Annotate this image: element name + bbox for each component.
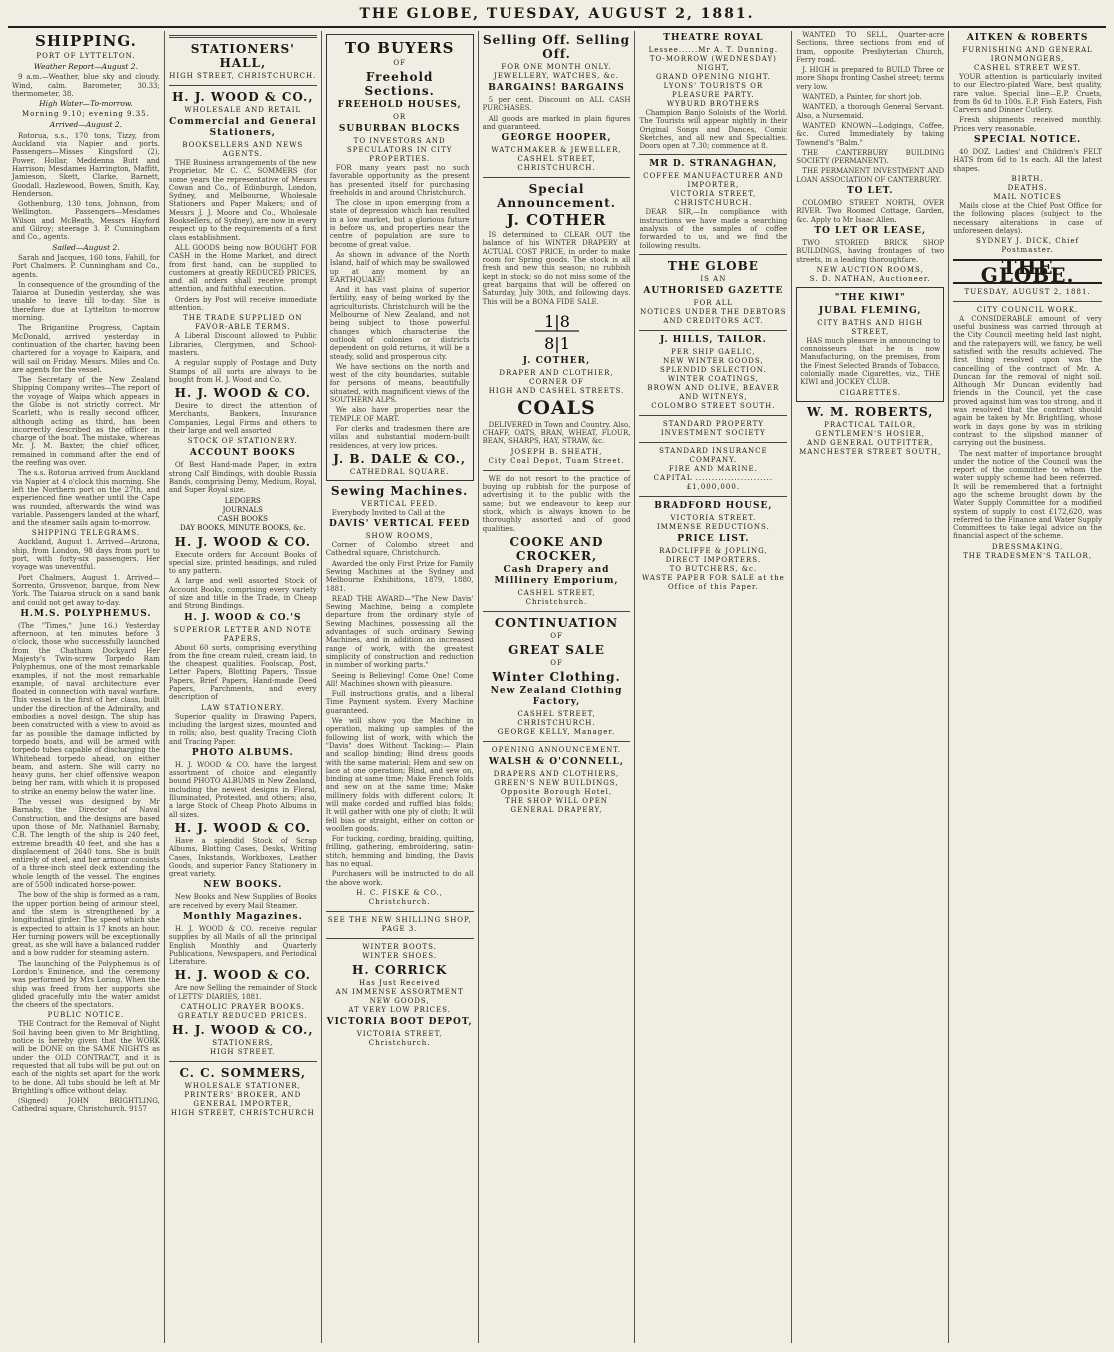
low-prices: AT VERY LOW PRICES.: [348, 1005, 451, 1014]
divider: [639, 496, 787, 497]
authorised-gazette: AUTHORISED GAZETTE: [643, 285, 784, 296]
waste-paper: WASTE PAPER FOR SALE at the Office of this Paper.: [641, 573, 785, 591]
davis-vertical-feed: DAVIS' VERTICAL FEED: [328, 519, 471, 530]
polyphemus-heading: H.M.S. POLYPHEMUS.: [20, 608, 152, 619]
special-notice-body: 40 DOZ. Ladies' and Children's FELT HATS from 6d to 1s each. All the latest shapes.: [953, 148, 1103, 173]
high-cashel: HIGH AND CASHEL STREETS.: [488, 386, 625, 395]
cooke-intro: WE do not resort to the practice of buying up rubbish for the purpose of advertising it to the public with the same; but we endeavour to keep our stock, which is always known to be thoroughly assorted and of good qualities.: [482, 474, 631, 533]
is-an: IS AN: [700, 274, 727, 283]
wanted-ads: WANTED TO SELL, Quarter-acre Sections, three sections from end of tram, opposite Presbyterian Church, Ferry road. J. HIGH is prepared to BUILD Three or more Shops fronting Cashel street; terms very low. WANTED, a Painter, for short job. WANTED, a thorough General Servant. Also, a Nursemaid. WANTED KNOWN—Lodgings, Coffee, &c. Cured Immediately by taking Townend's "Balm." THE CANTERBURY BUILDING SOCIETY (PERMANENT). THE PERMANENT INVESTMENT AND LOAN ASSOCIATION OF CANTERBURY.: [796, 31, 945, 184]
divider: [639, 415, 787, 416]
stationers-firm-2: H. J. WOOD & CO.: [174, 386, 311, 401]
immense-reductions: IMMENSE REDUCTIONS.: [656, 522, 770, 531]
lyons-tourists: LYONS' TOURISTS OR PLEASURE PARTY.: [663, 82, 764, 99]
the-globe: THE GLOBE: [667, 258, 759, 273]
stationers-firm-5: H. J. WOOD & CO.: [174, 820, 311, 835]
superior-papers: SUPERIOR LETTER AND NOTE PAPERS,: [173, 625, 312, 643]
colombo-south: COLOMBO STREET SOUTH.: [651, 401, 776, 410]
column-stationers: [165, 31, 322, 1343]
weather-report: Weather Report—August 2.: [33, 62, 138, 71]
cigarettes: CIGARETTES.: [839, 388, 901, 397]
book-list: [169, 497, 317, 533]
sewing-machines: Sewing Machines.: [330, 483, 469, 498]
stock-of-stationery: STOCK OF STATIONERY.: [187, 437, 298, 446]
aitken-sub: FURNISHING AND GENERAL IRONMONGERS,: [962, 46, 1093, 63]
cash-drapery: Cash Drapery and Millinery Emporium,: [494, 564, 619, 586]
vertical-feed: VERTICAL FEED.: [361, 499, 438, 508]
boot-depot: VICTORIA BOOT DEPOT,: [326, 1016, 473, 1027]
brown-olive: BROWN AND OLIVE, BEAVER AND WITNEYS,: [647, 383, 780, 401]
stationers-firm-6: H. J. WOOD & CO.: [174, 968, 311, 983]
photo-body: H. J. WOOD & CO. have the largest assortment of choice and elegantly bound PHOTO ALBUMS in New Zealand, including the newest designs in Floral, Illuminated, Protested, and others; also, a large Stock of Cheap Photo Albums in all sizes.: [168, 760, 317, 819]
sommers: C. C. SOMMERS,: [179, 1066, 307, 1081]
christchurch: Christchurch.: [525, 597, 588, 606]
special-announcement: Special Announcement.: [497, 182, 616, 211]
firm5-body: Have a splendid Stock of Scrap Albums, Blotting Cases, Desks, Writing Cases, Inkstands, Workboxes, Leather Goods, and superior Fancy Stationery in great variety.: [168, 836, 317, 879]
stationers-label: STATIONERS,: [212, 1039, 274, 1048]
divider: [639, 442, 787, 443]
divider: [326, 911, 474, 912]
to-butchers: TO BUTCHERS, &c.: [669, 564, 758, 573]
buyers-or: OR: [393, 113, 407, 121]
hooper: GEORGE HOOPER,: [501, 133, 612, 144]
buyers-of: OF: [393, 59, 406, 67]
winter-clothing: Winter Clothing.: [492, 669, 621, 684]
sommers-trade: WHOLESALE STATIONER,: [184, 1082, 301, 1091]
aitken-body: YOUR attention is particularly invited to our Electro-plated Ware, best quality, rare value. Special line—E.P. Cruets, from 8s 6d to 100s. E.P. Fish Eaters, Fish Carvers and Dinner Cutlery. Fresh shipments received monthly. Prices very reasonable.: [953, 73, 1103, 133]
new-books-body: New Books and New Supplies of Books are received by every Mail Steamer.: [168, 893, 317, 910]
magazines-body: H. J. WOOD & CO. receive regular supplies by all Mails of all the principal English Monthly and Quarterly Publications, Newspapers, and Periodical Literature.: [168, 925, 317, 967]
public-notice-text: THE Contract for the Removal of Night Soil having been given to Mr Brightling, notice is hereby given that the WORK will be DONE on the SAME NIGHTS as under the OLD CONTRACT, and it is requested that all tubs will be put out on each of the nights set apart for the work to be done. All tubs should be left at Mr Brightling's office without delay. (Signed) JOHN BRIGHTLING, Cathedral square, Christchurch. 9157: [12, 1020, 160, 1114]
capital: CAPITAL ........................ £1,000,000.: [653, 473, 774, 491]
selling-sub: FOR ONE MONTH ONLY.: [501, 63, 612, 71]
stranaghan: MR D. STRANAGHAN,: [649, 159, 778, 170]
firm2-body: Desire to direct the attention of Merchants, Bankers, Insurance Companies, Legal Firms and others to their large and well assorted: [168, 402, 317, 436]
corrick: H. CORRICK: [352, 962, 448, 977]
investors: TO INVESTORS AND SPECULATORS IN CITY PROPERTIES.: [346, 137, 453, 163]
new-goods: NEW GOODS,: [369, 996, 430, 1005]
selling-body: 5 per cent. Discount on ALL CASH PURCHASES. All goods are marked in plain figures and guaranteed.: [482, 96, 631, 131]
sommers-address: HIGH STREET, CHRISTCHURCH: [170, 1109, 315, 1118]
for-all: FOR ALL: [693, 298, 734, 307]
hooper-address: CASHEL STREET, CHRISTCHURCH.: [517, 155, 596, 173]
buyers-title: TO BUYERS: [344, 39, 455, 57]
winter-boots: WINTER BOOTS.: [362, 942, 437, 951]
wyburd-brothers: WYBURD BROTHERS: [666, 100, 760, 108]
firm6-body: Are now Selling the remainder of Stock of LETTS' DIARIES, 1881.: [168, 984, 317, 1001]
lease-body: TWO STORIED BRICK SHOP BUILDINGS, having frontages of two streets, in a leading thoroughfare.: [796, 238, 945, 264]
day-books: DAY BOOKS, MINUTE BOOKS, &c.: [180, 523, 306, 532]
sailings-text: Sarah and Jacques, 160 tons, Fahill, for Port Chalmers. P. Cunningham and Co., agents. In consequence of the grounding of the Taiaroa at Dunedin yesterday, she was unable to leave till to-day. She is therefore due at Lyttelton to-morrow morning. The Brigantine Progress, Captain McDonald, arrived yesterday in continuation of the charter, having been chartered for a voyage to Kaipara, and will sail on Friday. Messrs. Miles and Co. are agents for the vessel. The Secretary of the New Zealand Shipping Company writes—The report of the voyage of Waipa which appears in the Globe is not strictly correct. Mr Scarlett, who is really second officer, although acting as third, has been incorrectly described as the officer in charge of the boat. The mistake, whereas Mr. J. M. Baxter, the chief officer, remained in command after the end of the reefing was over. The s.s. Rotorua arrived from Auckland via Napier at 4 o'clock this morning. She left the Northern port on the 27th, and experienced fine weather until the Cape was rounded, afterwards the wind was variable. Passengers landed at the wharf, and the steamer sails again to-morrow.: [12, 253, 160, 528]
tradesmens-tailor: THE TRADESMEN'S TAILOR,: [963, 551, 1093, 560]
kiwi-box: [796, 287, 944, 402]
firm3-body: Execute orders for Account Books of special size, printed headings, and ruled to any pattern. A large and well assorted Stock of Account Books, comprising every variety of size and title in the Trade, in Cheap and Strong Bindings.: [168, 550, 317, 611]
divider: [483, 177, 631, 178]
bargains: BARGAINS! BARGAINS: [488, 83, 625, 93]
trade-prices: THE TRADE SUPPLIED ON FAVOR-ABLE TERMS.: [183, 314, 303, 332]
of: OF: [550, 631, 563, 640]
divider: [326, 938, 474, 939]
column-theatre: [635, 31, 792, 1343]
catholic-books: CATHOLIC PRAYER BOOKS.: [180, 1003, 305, 1012]
stranaghan-address: VICTORIA STREET, CHRISTCHURCH.: [670, 190, 757, 208]
coals: COALS: [517, 396, 596, 419]
hooper-trade: WATCHMAKER & JEWELLER,: [491, 146, 622, 155]
stationers-firm: H. J. WOOD & CO.,: [172, 90, 314, 104]
reduced-prices: GREATLY REDUCED PRICES.: [178, 1012, 308, 1021]
stationers-title: STATIONERS' HALL,: [190, 42, 295, 70]
winter-coatings: WINTER COATINGS,: [667, 374, 759, 383]
council-body: A CONSIDERABLE amount of very useful business was carried through at the City Council meeting held last night, and the ratepayers will, we fancy, be well satisfied with the results achieved. The first thing resolved upon was the cancelling of the contract of Mr. A. Duncan for the removal of night soil. Although Mr Duncan evidently had friends in the Council, yet the case proved against him was too strong, and it was resolved that the contract should again be taken by Mr. Brightling, whose work in days gone by was in striking contrast to the slipshod manner of carrying out the business. The next matter of importance brought under the notice of the Council was the report of the committee to whom the water supply scheme had been referred. It will be remembered that a fortnight ago the scheme brought down by the Water Supply Committee for a modified system of supply to cost £172,620, was referred to the Finance and Water Supply Committees to take legal advice on the financial aspect of the scheme.: [953, 314, 1103, 541]
buyers-box: [326, 34, 474, 481]
roberts-trade-2: GENTLEMEN'S HOSIER,: [815, 429, 926, 438]
globe-editorial-heading: THE GLOBE.: [953, 259, 1102, 284]
radcliffe-jopling: RADCLIFFE & JOPLING,: [659, 546, 768, 555]
divider: [483, 741, 631, 742]
arrivals-text: Rotorua, s.s., 170 tons, Tizzy, from Auckland via Napier and ports. Passengers—Misses Kingsford (2), Power, Hollar, Meddenna Butt and Harrison; Mesdames Harrington, Maffitt, Jamieson, Skett, Clarke, Barnett, Goodall, Hazlewood, Bowen, Smith, Kay, Henderson. Gothenburg, 130 tons, Johnson, from Wellington. Passengers—Mesdames Wilson and McBeath, Messrs Hayford and Gilroy; steerage 3. P. Cunningham and Co., agents.: [12, 131, 160, 242]
fire-marine: FIRE AND MARINE.: [668, 464, 758, 473]
nz-clothing-factory: New Zealand Clothing Factory,: [490, 685, 623, 707]
city-council-work: CITY COUNCIL WORK.: [976, 305, 1079, 314]
cashel-street: CASHEL STREET,: [517, 588, 596, 597]
law-stationery: LAW STATIONERY.: [201, 703, 285, 712]
coffee: COFFEE MANUFACTURER AND IMPORTER,: [643, 172, 784, 190]
new-winter-goods: NEW WINTER GOODS,: [663, 356, 764, 365]
mail-notices: MAIL NOTICES: [993, 192, 1062, 201]
stationers-firm-4: H. J. WOOD & CO.'S: [184, 612, 302, 623]
shop-open: THE SHOP WILL OPEN: [505, 796, 608, 805]
sewing-body: Corner of Colombo street and Cathedral square, Christchurch. Awarded the only First Prize for Family Sewing Machines at the Sydney and Melbourne Exhibitions, 1879, 1880, 1881. READ THE AWARD—"The New Davis' Sewing Machine, being a complete departure from the ordinary style of Sewing Machines, possessing all the advantages of such ordinary Sewing Machines, and in addition an increased range of work, with the greatest simplicity of construction and reduction in number of working parts." Seeing is Believing! Come One! Come All! Machines shown with pleasure. Full instructions gratis, and a liberal Time Payment system. Every Machine guaranteed. We will show you the Machine in operation, making up samples of the following list of work, with which the "Davis" does Without Tacking:— Plain and scallop binding; Bind dress goods with the same material; Hem and sew on lace at one operation; Bind, and sew on, binding at same time; Make French folds and sew on at the same time; Make millinery folds with different colors; It will make corded and ruffled bias folds; It will gather with one ply of cloth; It will fell bias or straight, either on cotton or woollen goods. For tucking, cording, braiding, quilting, frilling, gathering, embroidering, satin-stitch, hemming and binding, the Davis has no equal. Purchasers will be instructed to do all the above work.: [325, 541, 474, 887]
aitken-roberts: AITKEN & ROBERTS: [966, 33, 1089, 43]
kiwi-fleming: JUBAL FLEMING,: [818, 305, 922, 316]
nathan: S. D. NATHAN, Auctioneer.: [809, 274, 931, 283]
cooke-and-crocker: COOKE AND CROCKER,: [509, 534, 604, 563]
selling-off: Selling Off. Selling Off.: [482, 33, 631, 61]
dale: J. B. DALE & CO.,: [333, 451, 467, 466]
roberts: W. M. ROBERTS,: [807, 404, 934, 419]
dressmaking: DRESSMAKING.: [991, 542, 1064, 551]
shipping-heading: SHIPPING.: [35, 32, 137, 50]
divider: [639, 154, 787, 155]
deaths: DEATHS.: [1007, 183, 1048, 192]
account-books: ACCOUNT BOOKS: [189, 448, 296, 459]
walsh-trade: DRAPERS AND CLOTHIERS,: [493, 769, 620, 778]
theatre-royal: THEATRE ROYAL: [663, 33, 764, 43]
draper: DRAPER AND CLOTHIER,: [499, 368, 614, 377]
columns: [8, 31, 1106, 1343]
high-water: High Water—To-morrow.: [39, 99, 133, 109]
boot-depot-address: VICTORIA STREET, Christchurch.: [356, 1029, 443, 1047]
divider: [169, 35, 317, 38]
walsh-oconnell: WALSH & O'CONNELL,: [489, 756, 624, 767]
high-street: HIGH STREET.: [209, 1048, 276, 1057]
cother-monogram: [483, 309, 631, 353]
greens-buildings: GREEN'S NEW BUILDINGS,: [494, 778, 619, 787]
theatre-lessee: Lessee......Mr A. T. Dunning.: [648, 46, 779, 54]
divider: [169, 85, 317, 86]
nz-address: CASHEL STREET,: [517, 709, 596, 718]
great-sale: GREAT SALE: [508, 642, 605, 657]
roberts-trade-3: AND GENERAL OUTFITTER,: [807, 438, 934, 447]
stationers-trade: WHOLESALE AND RETAIL: [184, 106, 302, 114]
hills-sub: PER SHIP GAELIC,: [671, 347, 756, 356]
arrived: Arrived—August 2.: [49, 120, 123, 130]
stationers-firm-3: H. J. WOOD & CO.: [174, 534, 311, 549]
column-selling: [479, 31, 636, 1343]
column-tolet: [792, 31, 949, 1343]
bradford-house: BRADFORD HOUSE,: [654, 500, 773, 511]
column-globe: [949, 31, 1106, 1343]
sommers-trade-2: PRINTERS' BROKER, AND GENERAL IMPORTER,: [184, 1091, 302, 1109]
polyphemus-text: (The "Times," June 16.) Yesterday afternoon, at ten minutes before 3 o'clock, those who successfully launched from the Chatham Dockyard Her Majesty's Twin-screw Torpedo Ram Polyphemus, one of the most remarkable examples, if not the most remarkable example, of naval architecture ever floated in connection with naval warfare. This vessel is the first of her class, built under the direction of the Admiralty, and embodies a novel design. The ship has been constructed with a view to avoid as far as possible the damage inflicted by torpedo boats, and will be armed with torpedo tubes capable of discharging the Whitehead torpedo ahead, on either beam, and astern. She will carry no heavy guns, her chief offensive weapon being her ram, with which it is proposed to strike an enemy below the water line. The vessel was designed by Mr Barnaby, the Director of Naval Construction, and the designs are based upon those of Mr. Nathaniel Barnaby, C.B. The length of the ship is 240 feet, extreme breadth 40 feet, and she has a displacement of 2640 tons. She is built entirely of steel, and her armour consists of a three-inch steel deck extending the whole length of the vessel. The engines are of 5500 indicated horse-power. The bow of the ship is formed as a ram, the upper portion being of armour steel, and the stem is strengthened by a longitudinal girder. The speed which she is expected to attain is 17 knots an hour. Her turning powers will be exceptionally great, as she will have a balanced rudder and a bow rudder for steaming astern. The launching of the Polyphemus is of Lordon's Eminence, and the ceremony was performed by Mrs Loring. When the ship was freed from her supports she glided gracefully into the water amidst the cheers of the spectators.: [12, 621, 160, 1010]
stationers-booksellers: BOOKSELLERS AND NEWS AGENTS.: [182, 141, 304, 158]
to-let-body: COLOMBO STREET NORTH, OVER RIVER. Two Roomed Cottage, Garden, &c. Apply to Mr Isaac Allen.: [796, 199, 945, 224]
of-2: OF: [550, 658, 563, 667]
tides: Morning 9.10; evening 9.35.: [21, 110, 150, 119]
stationers-firm-7: H. J. WOOD & CO.,: [172, 1023, 314, 1038]
aitken-address: CASHEL STREET WEST.: [974, 64, 1082, 72]
theatre-body: Champion Banjo Soloists of the World. The Tourists will appear nightly in their Original Songs and Dances, Comic Sketches, and all new and Specialties. Doors open at 7.30; commence at 8.: [639, 109, 788, 151]
continuation: CONTINUATION: [494, 615, 619, 630]
standard-property: STANDARD PROPERTY INVESTMENT SOCIETY: [660, 419, 766, 437]
divider: [169, 1061, 317, 1062]
sheath: JOSEPH B. SHEATH,: [510, 447, 603, 456]
immense-assortment: AN IMMENSE ASSORTMENT: [335, 987, 464, 996]
notices-debtors: NOTICES UNDER THE DEBTORS AND CREDITORS ACT.: [640, 307, 787, 325]
birth: BIRTH.: [1011, 174, 1044, 183]
kiwi-title: "THE KIWI": [834, 292, 906, 303]
stationers-address: HIGH STREET, CHRISTCHURCH.: [169, 72, 317, 80]
dale-address: CATHEDRAL SQUARE.: [349, 467, 450, 476]
direct-importers: DIRECT IMPORTERS.: [665, 555, 762, 564]
theatre-night: TO-MORROW (WEDNESDAY) NIGHT,: [649, 55, 777, 72]
sheath-address: City Coal Depot, Tuam Street.: [488, 456, 625, 465]
kelly: GEORGE KELLY, Manager.: [497, 727, 616, 736]
photo-albums: PHOTO ALBUMS.: [191, 747, 294, 758]
theatre-gala: GRAND OPENING NIGHT.: [656, 73, 771, 81]
divider: [483, 611, 631, 612]
divider: [483, 470, 631, 471]
splendid-selection: SPLENDID SELECTION.: [660, 365, 767, 374]
shipping-telegrams: SHIPPING TELEGRAMS.: [31, 529, 141, 538]
journals: JOURNALS: [222, 505, 263, 514]
nz-city: CHRISTCHURCH.: [517, 718, 596, 727]
price-list: PRICE LIST.: [677, 533, 750, 544]
showrooms: SHOW ROOMS,: [365, 532, 434, 541]
port-label: PORT OF LYTTELTON.: [36, 52, 136, 60]
general-drapery: GENERAL DRAPERY,: [510, 805, 603, 814]
svg-text:1|8: 1|8: [543, 311, 570, 331]
account-body: Of Best Hand-made Paper, in extra strong Calf Bindings, with double Russia Bands, comprising Demy, Medium, Royal, and Super Royal size.: [168, 461, 317, 495]
sailed: Sailed—August 2.: [52, 242, 120, 252]
ledgers: LEDGERS: [224, 496, 261, 505]
law-body: Superior quality in Drawing Papers, including the largest sizes, mounted and in rolls; also, best quality Tracing Cloth and Tracing Paper.: [168, 712, 317, 746]
buyers-body: FOR many years past no such favorable opportunity as the present has presented itself for purchasing freeholds in and around Christchurch. The close in upon emerging from a state of depression which has resulted in a low market, but a glorious future is before us, and properties near the centre of population are sure to become of great value. As shown in advance of the North Island, half of which may be swallowed up at any moment by an EARTHQUAKE! And it has vast plains of superior fertility, easy of being worked by the agriculturists. Christchurch will be the Melbourne of New Zealand, and not being subject to those powerful changes which characterise the outlook of colonies or districts dependent on gold returns, it will be a steady, solid and prosperous city. We have sections on the north and west of the city boundaries, suitable for persons of means, beautifully situated, with magnificent views of the SOUTHERN ALPS. We also have properties near the TEMPLE OF MART. For clerks and tradesmen there are villas and substantial modern-built residences, at very low prices.: [329, 164, 470, 450]
sydney-dick: SYDNEY J. DICK, Chief Postmaster.: [976, 237, 1080, 255]
column-buyers: [322, 31, 479, 1343]
coffee-body: DEAR SIR,—In compliance with instructions we have made a searching analysis of the samples of coffee forwarded to us, and we find the following results.: [639, 208, 788, 250]
standard-insurance: STANDARD INSURANCE COMPANY.: [659, 446, 768, 464]
corner-of: CORNER OF: [529, 377, 584, 386]
to-let: TO LET.: [846, 186, 894, 197]
stationers-body: THE Business arrangements of the new Proprietor, Mr C. C. SOMMERS (for some years the representative of Messrs Cowan and Co., of Edinburgh, London, Sydney, and Melbourne, Wholesale Stationers and Paper Makers; and of Messrs J. J. Moore and Co., Wholesale Booksellers, of Sydney), are now in every respect up to the requirements of a first class establishment. ALL GOODS being now BOUGHT FOR CASH in the Home Market, and direct from first hand, can be supplied to customers at greatly REDUCED PRICES, and all orders shall receive prompt attention, and faithful execution. Orders by Post will receive immediate attention.: [168, 159, 317, 313]
monthly-magazines: Monthly Magazines.: [182, 912, 303, 922]
public-notice: PUBLIC NOTICE.: [47, 1011, 125, 1020]
shilling-shop: SEE THE NEW SHILLING SHOP, PAGE 3.: [327, 915, 472, 933]
roberts-trade: PRACTICAL TAILOR,: [824, 420, 917, 429]
freehold-sections: Freehold Sections.: [364, 70, 435, 98]
special-notice: SPECIAL NOTICE.: [974, 135, 1082, 146]
winter-shoes: WINTER SHOES.: [362, 951, 438, 960]
svg-text:8|1: 8|1: [543, 333, 570, 353]
jewellery: JEWELLERY, WATCHES, &c.: [494, 72, 619, 80]
trade-body: A Liberal Discount allowed to Public Libraries, Clergymen, and School-masters. A regular supply of Postage and Duty Stamps of all sorts are always to be bought from H. J. Wood and Co.: [168, 332, 317, 384]
roberts-address: MANCHESTER STREET SOUTH,: [799, 447, 942, 456]
cother-2: J. COTHER,: [522, 355, 591, 366]
freehold-houses: FREEHOLD HOUSES,: [337, 100, 462, 110]
suburban-blocks: SUBURBAN BLOCKS: [338, 124, 461, 134]
hills-tailor: J. HILLS, TAILOR.: [659, 334, 767, 345]
cother: J. COTHER: [506, 211, 607, 230]
corrick-sub: Has Just Received: [358, 978, 441, 987]
papers-body: About 60 sorts, comprising everything from the fine cream ruled, cream laid, to the cheapest qualities. Foolscap, Post, Letter Papers, Blotting Papers, Tissue Papers, Brief Papers, Hand-made Deed Papers, Parchments, and every description of: [168, 643, 317, 702]
stationers-heading: Commercial and General Stationers,: [169, 117, 317, 138]
monogram-icon: [527, 309, 587, 353]
coals-body: DELIVERED in Town and Country. Also, CHAFF, OATS, BRAN, WHEAT, FLOUR, BEAN, SHARPS, HAY, STRAW, &c.: [482, 420, 631, 446]
weather-text: 9 a.m.—Weather, blue sky and cloudy. Wind, calm. Barometer, 30.33; thermometer, 38.: [12, 73, 160, 98]
to-let-or-lease: TO LET OR LEASE,: [814, 225, 927, 236]
column-shipping: [8, 31, 165, 1343]
greens-address: Opposite Borough Hotel,: [500, 787, 613, 796]
telegrams-text: Auckland, August 1. Arrived—Arizona, ship, from London, 98 days from port to port, with forty-six passengers. Her voyage was uneventful. Port Chalmers, August 1. Arrived—Sorrento, Grosvenor, barque, from New York. The Taiaroa struck on a sand bank and could not get away to-day.: [12, 538, 160, 607]
sewing-intro: Everybody Invited to Call at the: [331, 508, 445, 517]
bradford-street: VICTORIA STREET.: [670, 513, 757, 522]
mail-body: Mails close at the Chief Post Office for the following places (subject to the necessary alterations in case of unforeseen delays).: [953, 201, 1103, 235]
cother-body: IS determined to CLEAR OUT the balance of his WINTER DRAPERY at ACTUAL COST PRICE, in order to make room for Spring goods. The stock is all fresh and new this season; no rubbish kept in stock; so do not miss some of the great bargains that will be offered on Saturday, July 30th, and following days. This will be a BONA FIDE SALE.: [482, 231, 631, 306]
cash-books: CASH BOOKS: [217, 514, 268, 523]
divider: [953, 301, 1102, 302]
fisher: H. C. FISKE & CO., Christchurch.: [356, 888, 443, 906]
kiwi-body: HAS much pleasure in announcing to connoisseurs that he is now Manufacturing, on the premises, from the Finest Selected Brands of Tobacco, colonially made Cigarettes, viz., THE KIWI and JOCKEY CLUB.: [800, 336, 941, 387]
new-books: NEW BOOKS.: [203, 880, 283, 891]
new-auction-rooms: NEW AUCTION ROOMS,: [816, 265, 924, 274]
masthead: THE GLOBE, TUESDAY, AUGUST 2, 1881.: [8, 6, 1106, 28]
kiwi-address: CITY BATHS AND HIGH STREET,: [817, 318, 924, 336]
divider: [639, 330, 787, 331]
divider: [639, 254, 787, 255]
editorial-date: TUESDAY, AUGUST 2, 1881.: [964, 287, 1091, 296]
opening-announcement: OPENING ANNOUNCEMENT.: [491, 745, 622, 754]
